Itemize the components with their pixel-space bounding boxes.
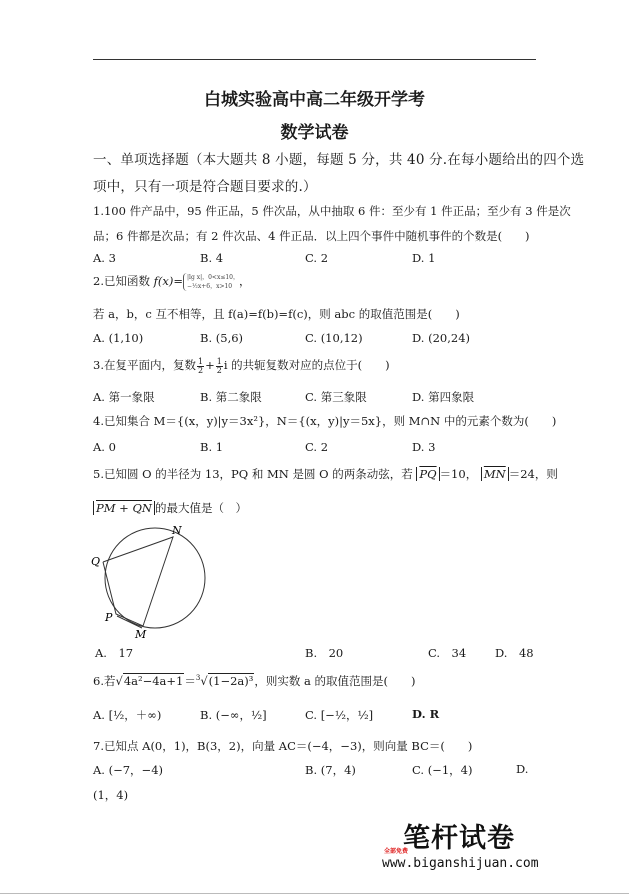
question-number: 1. — [93, 204, 104, 218]
q6-option-d[interactable]: D. R — [412, 707, 440, 721]
question-3 — [93, 357, 390, 375]
question-5 — [93, 466, 558, 482]
question-2-line2: 若 a，b，c 互不相等，且 f(a)=f(b)=f(c)，则 abc 的取值范围是( ) — [93, 307, 460, 321]
exam-title: 白城实验高中高二年级开学考 — [204, 90, 425, 110]
question-text: ，则实数 a 的取值范围是( ) — [254, 674, 416, 688]
denominator: 2 — [197, 365, 204, 375]
equals-sign: ＝ — [184, 674, 196, 688]
q2-option-c[interactable]: C. (10,12) — [305, 331, 363, 345]
value-text: ＝24，则 — [508, 467, 558, 481]
watermark-url[interactable]: www.biganshijuan.com — [382, 856, 539, 871]
section-heading-line1: 一、单项选择题（本大题共 8 小题，每题 5 分，共 40 分.在每小题给出的四个选 — [93, 152, 585, 168]
question-7 — [93, 738, 472, 754]
q5-option-a[interactable]: A. 17 — [95, 646, 134, 660]
question-text: 已知集合 M＝{(x，y)|y＝3x²}，N＝{(x，y)|y＝5x}，则 M∩N 中的元素个数为( ) — [103, 414, 557, 428]
punctuation: ， — [239, 274, 251, 288]
label-m: M — [135, 628, 147, 641]
watermark-brand: 笔杆试卷 — [403, 823, 515, 854]
circle-chord-figure — [88, 522, 218, 642]
q1-option-c[interactable]: C. 2 — [305, 251, 329, 265]
cube-root-expression: (1−2a)³ — [208, 674, 254, 688]
label-q: Q — [91, 555, 101, 568]
q4-option-a[interactable]: A. 0 — [93, 440, 116, 454]
question-6: 6.若√4a²−4a+1＝$^3$√(1−2a)³，则实数 a 的取值范围是( ) — [93, 674, 416, 688]
exam-subtitle: 数学试卷 — [280, 123, 349, 143]
question-text: 若 — [103, 674, 116, 688]
q1-option-b[interactable]: B. 4 — [200, 251, 224, 265]
q6-option-b[interactable]: B. (−∞，½] — [200, 708, 267, 722]
question-number: 5. — [93, 467, 104, 481]
q3-option-a[interactable]: A. 第一象限 — [93, 390, 155, 404]
watermark-tag: 全部免费 — [384, 848, 409, 855]
q7-option-a[interactable]: A. (−7，−4) — [93, 763, 163, 777]
square-root-expression: 4a²−4a+1 — [123, 674, 184, 688]
vector-magnitude-mn — [481, 467, 509, 481]
label-n: N — [172, 524, 182, 537]
vector-pq: $\overline{PQ}$ — [419, 467, 437, 481]
numerator: 1 — [197, 356, 204, 366]
label-p: P — [105, 611, 113, 624]
vector-magnitude-pq — [416, 467, 439, 481]
question-text: 在复平面内，复数 — [103, 358, 196, 372]
q4-option-c[interactable]: C. 2 — [305, 440, 329, 454]
q2-option-b[interactable]: B. (5,6) — [200, 331, 244, 345]
q5-option-d[interactable]: D. 48 — [495, 646, 534, 660]
question-1-line2: 品；6 件都是次品；有 2 件次品、4 件正品．以上四个事件中随机事件的个数是( ) — [93, 229, 530, 243]
question-text: 已知点 A(0，1)，B(3，2)，向量 AC＝(−4，−3)，则向量 BC＝( ) — [103, 739, 473, 753]
root-index: 3 — [195, 674, 201, 683]
q7-option-b[interactable]: B. (7，4) — [305, 763, 356, 777]
denominator: 2 — [216, 365, 222, 375]
piece-2: −½x+6，x>10 — [187, 283, 233, 290]
q3-option-d[interactable]: D. 第四象限 — [412, 390, 475, 404]
question-text: 的最大值是（ ） — [154, 501, 247, 515]
q7-option-d[interactable]: D. — [516, 762, 529, 776]
question-number: 2. — [93, 274, 104, 288]
q4-option-d[interactable]: D. 3 — [412, 440, 436, 454]
value-text: ＝10， — [439, 467, 478, 481]
function-label: f(x)= — [153, 274, 183, 288]
q5-option-c[interactable]: C. 34 — [428, 646, 467, 660]
question-number: 4. — [93, 414, 104, 428]
q5-option-b[interactable]: B. 20 — [305, 646, 344, 660]
question-2 — [93, 273, 251, 291]
fraction — [216, 358, 223, 375]
q7-option-c[interactable]: C. (−1，4) — [412, 763, 473, 777]
numerator: 1 — [216, 356, 222, 366]
section-heading-line2: 项中，只有一项是符合题目要求的.） — [93, 179, 317, 195]
vector-sum-magnitude — [93, 501, 155, 515]
q6-option-c[interactable]: C. [−½，½] — [305, 708, 374, 722]
q4-option-b[interactable]: B. 1 — [200, 440, 224, 454]
piece-1: |lg x|，0<x≤10， — [187, 274, 239, 281]
fraction — [197, 358, 204, 375]
question-4 — [93, 413, 556, 429]
q7-option-d-value: (1，4) — [93, 788, 129, 802]
question-number: 7. — [93, 739, 104, 753]
plus-sign: + — [205, 358, 215, 372]
q3-option-c[interactable]: C. 第三象限 — [305, 390, 367, 404]
question-5-line2 — [93, 500, 247, 516]
question-1 — [93, 203, 571, 219]
top-divider — [93, 59, 536, 60]
question-text: 已知圆 O 的半径为 13，PQ 和 MN 是圆 O 的两条动弦，若 — [103, 467, 413, 481]
question-text: i 的共轭复数对应的点位于( ) — [223, 358, 390, 372]
q1-option-d[interactable]: D. 1 — [412, 251, 436, 265]
q3-option-b[interactable]: B. 第二象限 — [200, 390, 262, 404]
q2-option-d[interactable]: D. (20,24) — [412, 331, 471, 345]
question-number: 6. — [93, 674, 104, 688]
piecewise-function — [183, 273, 239, 291]
vector-sum: PM + QN — [96, 501, 152, 515]
q1-option-a[interactable]: A. 3 — [93, 251, 116, 265]
question-number: 3. — [93, 358, 104, 372]
question-text: 已知函数 — [103, 274, 154, 288]
q2-option-a[interactable]: A. (1,10) — [93, 331, 144, 345]
question-text: 100 件产品中，95 件正品，5 件次品，从中抽取 6 件：至少有 1 件正品；至少有 3 件是次 — [103, 204, 571, 218]
vector-mn: $\overline{MN}$ — [483, 467, 506, 481]
q6-option-a[interactable]: A. [½，＋∞) — [93, 708, 162, 722]
